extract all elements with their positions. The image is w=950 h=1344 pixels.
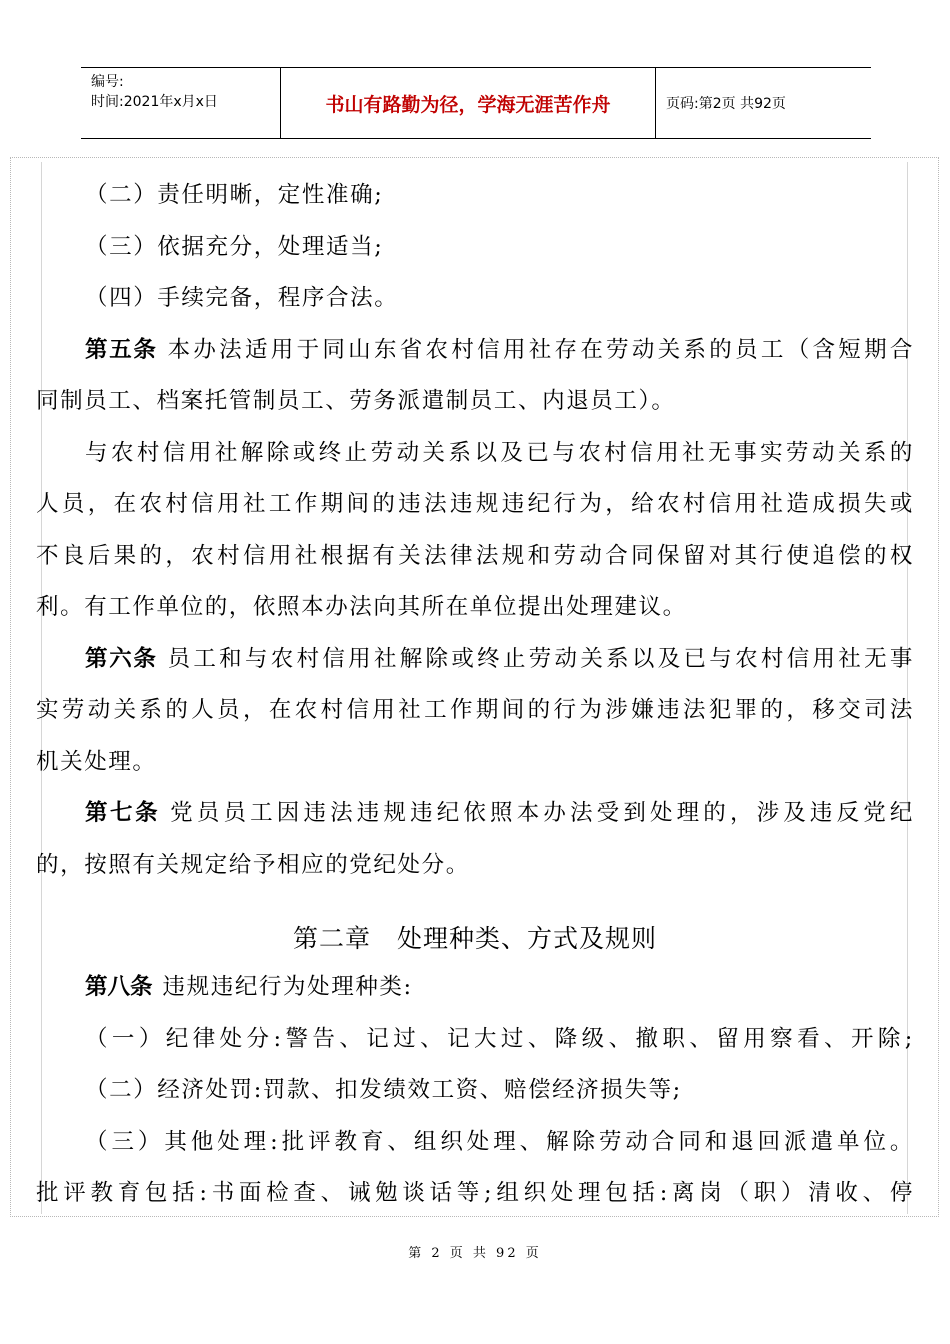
- line-text: （一）纪律处分:警告、记过、记大过、降级、撤职、留用察看、开除;: [85, 1025, 914, 1052]
- paragraph-line: [36, 685, 914, 737]
- paragraph-line: [36, 479, 914, 531]
- article-number: 第五条: [85, 336, 158, 363]
- paragraph-line: [36, 170, 914, 222]
- paragraph-line: [36, 1117, 914, 1169]
- line-text: 批评教育包括:书面检查、诫勉谈话等;组织处理包括:离岗（职）清收、停: [36, 1180, 914, 1206]
- serial-number-label: 编号:: [91, 74, 124, 90]
- line-text: 本办法适用于同山东省农村信用社存在劳动关系的员工（含短期合: [167, 336, 914, 363]
- line-text: 与农村信用社解除或终止劳动关系以及已与农村信用社无事实劳动关系的: [85, 439, 914, 466]
- date-label: 时间:2021年x月x日: [91, 94, 218, 110]
- line-text: （四）手续完备，程序合法。: [85, 285, 399, 311]
- paragraph-line: [36, 737, 914, 789]
- paragraph-line: [36, 1014, 914, 1066]
- paragraph-line: [36, 273, 914, 325]
- paragraph-line: [36, 325, 914, 377]
- document-body-continued: [36, 962, 914, 1220]
- line-text: 人员，在农村信用社工作期间的违法违规违纪行为，给农村信用社造成损失或: [36, 491, 914, 517]
- line-text: 的，按照有关规定给予相应的党纪处分。: [36, 851, 470, 878]
- paragraph-line: [36, 376, 914, 428]
- header-motto-cell: [281, 68, 656, 138]
- line-text: （三）其他处理:批评教育、组织处理、解除劳动合同和退回派遣单位。: [85, 1128, 914, 1155]
- paragraph-line: [36, 582, 914, 634]
- paragraph-line: [36, 222, 914, 274]
- line-text: 违规违纪行为处理种类:: [162, 974, 413, 1000]
- article-number: 第六条: [85, 645, 158, 672]
- page-header: [81, 67, 871, 139]
- line-text: 同制员工、档案托管制员工、劳务派遣制员工、内退员工）。: [36, 388, 676, 414]
- line-text: 不良后果的，农村信用社根据有关法律法规和劳动合同保留对其行使追偿的权: [36, 542, 914, 569]
- paragraph-line: [36, 531, 914, 583]
- paragraph-line: [36, 962, 914, 1014]
- line-text: 员工和与农村信用社解除或终止劳动关系以及已与农村信用社无事: [167, 645, 914, 672]
- line-text: 党员员工因违法违规违纪依照本办法受到处理的，涉及违反党纪: [170, 800, 914, 826]
- line-text: 实劳动关系的人员，在农村信用社工作期间的行为涉嫌违法犯罪的，移交司法: [36, 697, 914, 723]
- line-text: （三）依据充分，处理适当;: [85, 233, 384, 260]
- article-number: 第八条: [85, 974, 153, 1000]
- paragraph-line: [36, 788, 914, 840]
- article-number: 第七条: [85, 800, 161, 826]
- paragraph-line: [36, 634, 914, 686]
- header-page-info: 页码:第2页 共92页: [666, 96, 786, 112]
- document-body: [36, 170, 914, 891]
- line-text: 利。有工作单位的，依照本办法向其所在单位提出处理建议。: [36, 594, 687, 620]
- line-text: 机关处理。: [36, 748, 157, 775]
- motto-text: 书山有路勤为径，学海无涯苦作舟: [325, 93, 611, 116]
- paragraph-line: [36, 840, 914, 892]
- page-footer: 第 2 页 共 92 页: [408, 1246, 542, 1261]
- line-text: （二）经济处罚:罚款、扣发绩效工资、赔偿经济损失等;: [85, 1077, 682, 1103]
- header-meta: [81, 68, 281, 138]
- line-text: （二）责任明晰，定性准确;: [85, 182, 384, 208]
- paragraph-line: [36, 1065, 914, 1117]
- chapter-title: 第二章 处理种类、方式及规则: [292, 924, 657, 953]
- paragraph-line: [36, 1168, 914, 1220]
- paragraph-line: [36, 428, 914, 480]
